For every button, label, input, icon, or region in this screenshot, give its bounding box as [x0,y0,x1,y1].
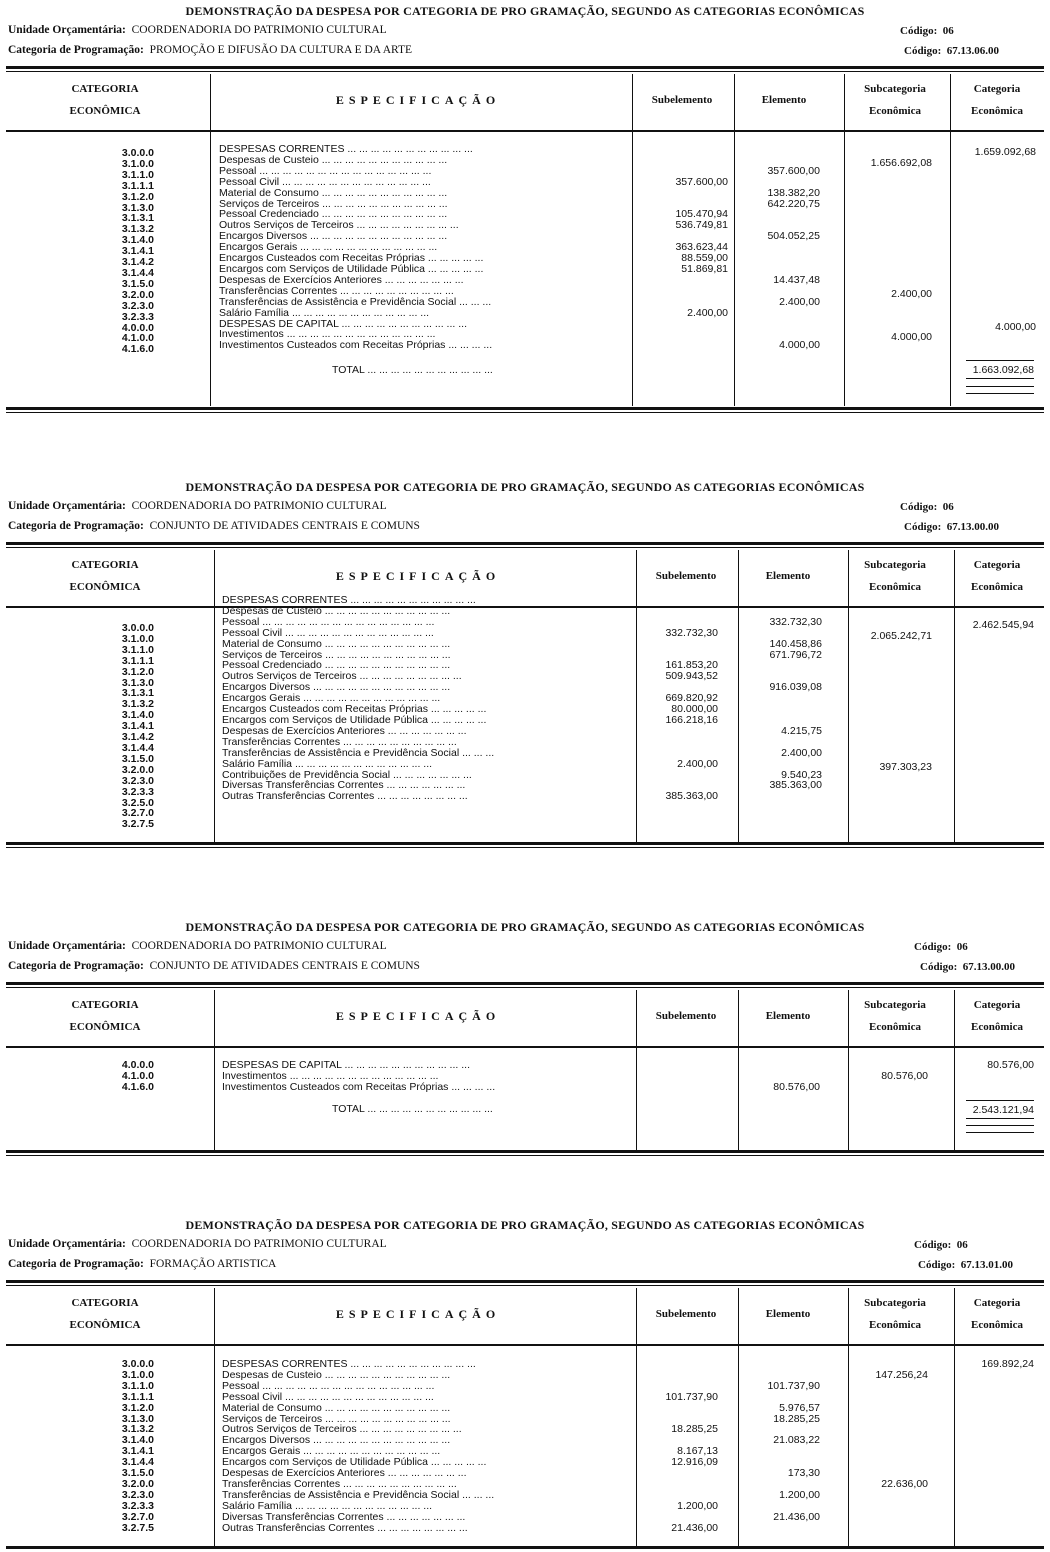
bottom-rule [6,407,1044,410]
unidade-label: Unidade Orçamentária: [8,500,126,512]
col-header-categoria: CATEGORIA ECONÔMICA [69,999,141,1033]
unidade-line [8,940,387,952]
programacao-value: PROMOÇÃO E DIFUSÃO DA CULTURA E DA ARTE [149,44,413,56]
top-rule [6,66,1044,69]
bottom-rule-thin [6,847,1044,848]
col-subcategoria: 147.256,24 22.636,00 [875,1368,928,1490]
programacao-label: Categoria de Programação: [8,1258,144,1270]
programacao-label: Categoria de Programação: [8,520,144,532]
col-header-categoria: CATEGORIA ECONÔMICA [69,83,141,117]
row-codes: 3.0.0.0 3.1.0.0 3.1.1.0 3.1.1.1 3.1.2.0 3.1.3.0 3.1.3.2 3.1.4.0 3.1.4.1 3.1.4.4 3.1.5.0 3.2.0.0 3.2.3.0 3.2.3.3 3.2.7.0 3.2.7.5 [121,1358,154,1534]
section-title: DEMONSTRAÇÃO DA DESPESA POR CATEGORIA DE PRO GRAMAÇÃO, SEGUNDO AS CATEGORIAS ECONÔMICAS [185,4,865,18]
codigo-label: Código: [900,25,938,37]
section-title: DEMONSTRAÇÃO DA DESPESA POR CATEGORIA DE PRO GRAMAÇÃO, SEGUNDO AS CATEGORIAS ECONÔMICAS [185,1218,865,1232]
unidade-line [8,500,387,512]
col-elemento: 101.737,90 5.976,57 18.285,25 21.083,22 173,30 1.200,00 21.436,00 [767,1379,820,1523]
programacao-code: 67.13.00.00 [946,521,1000,533]
total-underline [966,1118,1034,1119]
unidade-line [8,24,387,36]
programacao-code-line [904,521,999,533]
divider [632,74,633,406]
row-descriptions: DESPESAS CORRENTES ... ... ... ... ... ... ... ... ... ... ... Despesas de Custeio ... ... ... ... ... ... ... ... ... ... ... Pessoal ... ... ... ... ... ... ... ... ... ... ... ... ... ... ... Pessoal Civil ... ... ... ... ... ... ... ... ... ... ... ... ... Material de Consumo ... ... ... ... ... ... ... ... ... ... ... Serviços de Terceiros ... ... ... ... ... ... ... ... ... ... ... Outros Serviços de Terceiros ... ... ... ... ... ... ... ... ... Encargos Diversos ... ... ... ... ... ... ... ... ... ... ... ... Encargos Gerais ... ... ... ... ... ... ... ... ... ... ... ... Encargos com Serviços de Utilidade Pública ... ... ... ... ... Despesas de Exercícios Anteriores ... ... ... ... ... ... ... Transferências Correntes ... ... ... ... ... ... ... ... ... ... Transferências de Assistência e Previdência Social ... ... ... Salário Família ... ... ... ... ... ... ... ... ... ... ... ... Diversas Transferências Correntes ... ... ... ... ... ... ... Outras Transferências Correntes ... ... ... ... ... ... ... ... [222,1359,495,1534]
total-underline [966,378,1034,379]
unidade-value: COORDENADORIA DO PATRIMONIO CULTURAL [131,940,387,952]
codigo-label: Código: [914,1239,952,1251]
header-rule [6,1046,1044,1048]
col-header-especificacao: ESPECIFICAÇÃO [335,569,501,583]
col-subelemento [636,1060,718,1082]
col-header-elemento: Elemento [761,94,807,106]
programacao-line [8,960,420,972]
section-1 [0,0,1050,420]
total-overline [966,360,1034,361]
unidade-value: COORDENADORIA DO PATRIMONIO CULTURAL [131,24,387,36]
top-rule [6,542,1044,545]
programacao-line [8,44,412,56]
unidade-code: 06 [942,501,954,513]
bottom-rule [6,1546,1044,1549]
unidade-code-line [900,25,954,37]
total-underline [966,1132,1034,1133]
divider [214,550,215,842]
col-categoria: 2.462.545,94 [972,619,1034,631]
col-header-subelemento: Subelemento [655,1010,717,1022]
unidade-code-line [900,501,954,513]
total-overline [966,1100,1034,1101]
unidade-line [8,1238,387,1250]
col-header-subcategoria: Subcategoria Econômica [864,559,926,593]
top-rule-thin [6,1285,1044,1286]
col-header-especificacao: ESPECIFICAÇÃO [335,93,501,107]
col-header-especificacao: ESPECIFICAÇÃO [335,1307,501,1321]
section-title: DEMONSTRAÇÃO DA DESPESA POR CATEGORIA DE PRO GRAMAÇÃO, SEGUNDO AS CATEGORIAS ECONÔMICAS [185,480,865,494]
section-title: DEMONSTRAÇÃO DA DESPESA POR CATEGORIA DE PRO GRAMAÇÃO, SEGUNDO AS CATEGORIAS ECONÔMICAS [185,920,865,934]
col-header-especificacao: ESPECIFICAÇÃO [335,1009,501,1023]
col-header-categoria: CATEGORIA ECONÔMICA [69,559,141,593]
programacao-value: CONJUNTO DE ATIVIDADES CENTRAIS E COMUNS [149,960,420,972]
programacao-code-line [918,1259,1013,1271]
col-subcategoria: 80.576,00 [881,1069,928,1082]
col-elemento: 357.600,00 138.382,20 642.220,75 504.052,25 14.437,48 2.400,00 4.000,00 [767,164,820,352]
divider [214,990,215,1150]
unidade-label: Unidade Orçamentária: [8,1238,126,1250]
unidade-value: COORDENADORIA DO PATRIMONIO CULTURAL [131,1238,387,1250]
unidade-code: 06 [942,25,954,37]
col-subcategoria: 1.656.692,08 2.400,00 4.000,00 [870,156,932,344]
col-elemento: 332.732,30 140.458,86 671.796,72 916.039,08 4.215,75 2.400,00 9.540,23 385.363,00 [769,615,822,792]
divider [950,74,951,406]
programacao-value: FORMAÇÃO ARTISTICA [149,1258,277,1270]
col-header-categoria-eco: Categoria Econômica [971,1297,1023,1331]
col-header-categoria-eco: Categoria Econômica [971,83,1023,117]
unidade-label: Unidade Orçamentária: [8,24,126,36]
divider [734,74,735,406]
section-4 [0,1214,1050,1552]
section-3 [0,916,1050,1166]
top-rule [6,1280,1044,1283]
programacao-code: 67.13.00.00 [962,961,1016,973]
unidade-code-line [914,1239,968,1251]
col-header-categoria-eco: Categoria Econômica [971,999,1023,1033]
top-rule-thin [6,71,1044,72]
programacao-value: CONJUNTO DE ATIVIDADES CENTRAIS E COMUNS [149,520,420,532]
codigo-label: Código: [918,1259,956,1271]
col-categoria: 80.576,00 [987,1059,1034,1071]
row-codes: 3.0.0.0 3.1.0.0 3.1.1.0 3.1.1.1 3.1.2.0 3.1.3.0 3.1.3.1 3.1.3.2 3.1.4.0 3.1.4.1 3.1.4.2 3.1.4.4 3.1.5.0 3.2.0.0 3.2.3.0 3.2.3.3 4.0.0.0 4.1.0.0 4.1.6.0 [121,147,154,356]
unidade-code-line [914,941,968,953]
divider [844,74,845,406]
row-descriptions: DESPESAS DE CAPITAL ... ... ... ... ... ... ... ... ... ... ... Investimentos ... ... ... ... ... ... ... ... ... ... ... ... ... Investimentos Custeados com Receitas Próprias ... ... ... ... [222,1060,496,1093]
col-header-subcategoria: Subcategoria Econômica [864,83,926,117]
top-rule [6,982,1044,985]
section-2 [0,476,1050,856]
programacao-code: 67.13.01.00 [960,1259,1014,1271]
col-header-categoria-eco: Categoria Econômica [971,559,1023,593]
header-rule [6,130,1044,132]
bottom-rule [6,842,1044,845]
col-subcategoria: 2.065.242,71 397.303,23 [870,629,932,773]
unidade-code: 06 [956,1239,968,1251]
col-categoria: 169.892,24 [981,1358,1034,1370]
col-header-subcategoria: Subcategoria Econômica [864,999,926,1033]
programacao-line [8,1258,276,1270]
programacao-code-line [904,45,999,57]
bottom-rule-thin [6,412,1044,413]
col-header-subelemento: Subelemento [655,1308,717,1320]
col-header-subcategoria: Subcategoria Econômica [864,1297,926,1331]
codigo-label: Código: [904,45,942,57]
unidade-code: 06 [956,941,968,953]
col-header-elemento: Elemento [765,570,811,582]
col-subelemento: 357.600,00 105.470,94 536.749,81 363.623,44 88.559,00 51.869,81 2.400,00 [675,175,728,319]
programacao-code-line [920,961,1015,973]
unidade-value: COORDENADORIA DO PATRIMONIO CULTURAL [131,500,387,512]
col-subelemento: 101.737,90 18.285,25 8.167,13 12.916,09 1.200,00 21.436,00 [665,1390,718,1534]
total-label: TOTAL ... ... ... ... ... ... ... ... ... ... ... [332,364,493,376]
total-label: TOTAL ... ... ... ... ... ... ... ... ... ... ... [332,1103,493,1115]
total-underline [966,1125,1034,1126]
col-header-categoria: CATEGORIA ECONÔMICA [69,1297,141,1331]
programacao-label: Categoria de Programação: [8,44,144,56]
total-underline [966,386,1034,387]
codigo-label: Código: [920,961,958,973]
col-subelemento: 332.732,30 161.853,20 509.943,52 669.820,92 80.000,00 166.218,16 2.400,00 385.363,00 [665,626,718,803]
top-rule-thin [6,547,1044,548]
col-elemento: 80.576,00 [773,1080,820,1093]
row-descriptions: DESPESAS CORRENTES ... ... ... ... ... ... ... ... ... ... ... Despesas de Custeio ... ... ... ... ... ... ... ... ... ... ... Pessoal ... ... ... ... ... ... ... ... ... ... ... ... ... ... ... Pessoal Civil ... ... ... ... ... ... ... ... ... ... ... ... ... Material de Consumo ... ... ... ... ... ... ... ... ... ... ... Serviços de Terceiros ... ... ... ... ... ... ... ... ... ... ... Pessoal Credenciado ... ... ... ... ... ... ... ... ... ... ... Outros Serviços de Terceiros ... ... ... ... ... ... ... ... ... Encargos Diversos ... ... ... ... ... ... ... ... ... ... ... ... Encargos Gerais ... ... ... ... ... ... ... ... ... ... ... ... Encargos Custeados com Receitas Próprias ... ... ... ... ... Encargos com Serviços de Utilidade Pública ... ... ... ... ... Despesas de Exercícios Anteriores ... ... ... ... ... ... ... Transferências Correntes ... ... ... ... ... ... ... ... ... ... Transferências de Assistência e Previdência Social ... ... ... Salário Família ... ... ... ... ... ... ... ... ... ... ... ... Contribuições de Previdência Social ... ... ... ... ... ... ... Diversas Transferências Correntes ... ... ... ... ... ... ... Outras Transferências Correntes ... ... ... ... ... ... ... ... [222,595,495,803]
bottom-rule-thin [6,1155,1044,1156]
unidade-label: Unidade Orçamentária: [8,940,126,952]
programacao-label: Categoria de Programação: [8,960,144,972]
header-rule [6,1344,1044,1346]
codigo-label: Código: [900,501,938,513]
divider [214,1288,215,1548]
divider [210,74,211,406]
codigo-label: Código: [914,941,952,953]
col-header-subelemento: Subelemento [651,94,713,106]
col-categoria: 1.659.092,68 4.000,00 [974,146,1036,333]
programacao-line [8,520,420,532]
row-descriptions: DESPESAS CORRENTES ... ... ... ... ... ... ... ... ... ... ... Despesas de Custeio ... ... ... ... ... ... ... ... ... ... ... Pessoal ... ... ... ... ... ... ... ... ... ... ... ... ... ... ... Pessoal Civil ... ... ... ... ... ... ... ... ... ... ... ... ... Material de Consumo ... ... ... ... ... ... ... ... ... ... ... Serviços de Terceiros ... ... ... ... ... ... ... ... ... ... ... Pessoal Credenciado ... ... ... ... ... ... ... ... ... ... ... Outros Serviços de Terceiros ... ... ... ... ... ... ... ... ... Encargos Diversos ... ... ... ... ... ... ... ... ... ... ... ... Encargos Gerais ... ... ... ... ... ... ... ... ... ... ... ... Encargos Custeados com Receitas Próprias ... ... ... ... ... Encargos com Serviços de Utilidade Pública ... ... ... ... ... Despesas de Exercícios Anteriores ... ... ... ... ... ... ... Transferências Correntes ... ... ... ... ... ... ... ... ... ... Transferências de Assistência e Previdência Social ... ... ... Salário Família ... ... ... ... ... ... ... ... ... ... ... ... DESPESAS DE CAPITAL ... ... ... ... ... ... ... ... ... ... ... Investimentos ... ... ... ... ... ... ... ... ... ... ... ... ... Investimentos Custeados com Receitas Próprias ... ... ... ... [219,144,493,352]
col-header-elemento: Elemento [765,1308,811,1320]
top-rule-thin [6,987,1044,988]
codigo-label: Código: [904,521,942,533]
row-codes: 4.0.0.0 4.1.0.0 4.1.6.0 [121,1059,154,1093]
col-header-subelemento: Subelemento [655,570,717,582]
bottom-rule [6,1150,1044,1153]
col-header-elemento: Elemento [765,1010,811,1022]
total-value: 1.663.092,68 [972,364,1034,376]
row-codes: 3.0.0.0 3.1.0.0 3.1.1.0 3.1.1.1 3.1.2.0 3.1.3.0 3.1.3.1 3.1.3.2 3.1.4.0 3.1.4.1 3.1.4.2 3.1.4.4 3.1.5.0 3.2.0.0 3.2.3.0 3.2.3.3 3.2.5.0 3.2.7.0 3.2.7.5 [121,622,154,831]
programacao-code: 67.13.06.00 [946,45,1000,57]
total-value: 2.543.121,94 [972,1104,1034,1116]
total-underline [966,393,1034,394]
